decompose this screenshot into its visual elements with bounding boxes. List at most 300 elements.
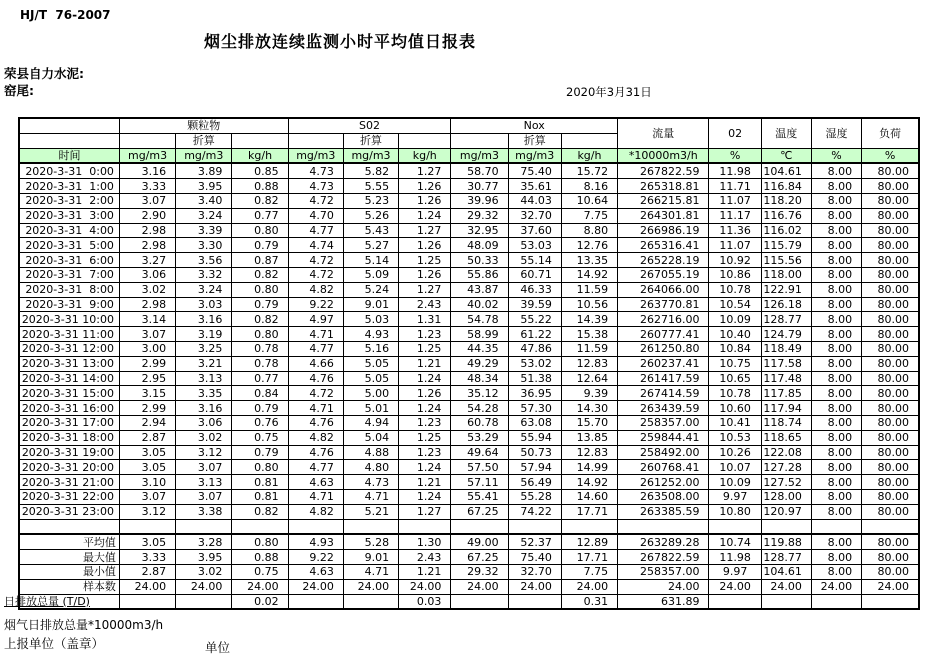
value-cell: 1.31	[399, 312, 451, 327]
time-cell: 2020-3-31 18:00	[19, 430, 119, 445]
value-cell: 80.00	[862, 564, 919, 579]
value-cell: 1.26	[399, 386, 451, 401]
table-header	[19, 118, 919, 163]
value-cell: 44.35	[451, 341, 508, 356]
summary-label-cell: 样本数	[19, 579, 119, 594]
time-cell: 2020-3-31 11:00	[19, 327, 119, 342]
blank-cell	[451, 133, 508, 148]
value-cell: 1.24	[399, 371, 451, 386]
value-cell: 0.79	[232, 297, 288, 312]
value-cell	[451, 594, 508, 609]
value-cell: 1.27	[399, 282, 451, 297]
value-cell: 5.00	[343, 386, 398, 401]
value-cell: 2.43	[399, 297, 451, 312]
value-cell: 80.00	[862, 415, 919, 430]
value-cell: 1.27	[399, 163, 451, 178]
data-row	[19, 341, 919, 356]
blank-cell	[119, 519, 175, 534]
value-cell: 10.75	[709, 356, 761, 371]
value-cell: 7.75	[561, 208, 617, 223]
blank-cell	[508, 519, 561, 534]
value-cell: 55.86	[451, 267, 508, 282]
value-cell: 263385.59	[618, 504, 709, 519]
value-cell: 258357.00	[618, 415, 709, 430]
value-cell: 3.33	[119, 179, 175, 194]
value-cell: 4.76	[288, 445, 343, 460]
value-cell: 4.71	[288, 401, 343, 416]
value-cell: 17.71	[561, 550, 617, 565]
value-cell: 3.07	[176, 460, 232, 475]
value-cell: 1.26	[399, 193, 451, 208]
value-cell: 14.60	[561, 489, 617, 504]
converted-label: 折算	[508, 133, 561, 148]
value-cell: 1.23	[399, 415, 451, 430]
value-cell: 8.00	[811, 312, 861, 327]
value-cell: 1.23	[399, 327, 451, 342]
value-cell: 266215.81	[618, 193, 709, 208]
value-cell: 4.76	[288, 371, 343, 386]
value-cell: 3.05	[119, 445, 175, 460]
value-cell: 0.31	[561, 594, 617, 609]
report-table	[4, 117, 920, 610]
value-cell: 2.99	[119, 356, 175, 371]
value-cell: 1.24	[399, 460, 451, 475]
value-cell: 1.23	[399, 445, 451, 460]
value-cell: 3.07	[119, 489, 175, 504]
value-cell: 3.05	[119, 460, 175, 475]
time-cell: 2020-3-31 13:00	[19, 356, 119, 371]
value-cell: 115.79	[761, 238, 811, 253]
time-cell: 2020-3-31 6:00	[19, 253, 119, 268]
data-row	[19, 253, 919, 268]
value-cell: 3.38	[176, 504, 232, 519]
summary-row	[19, 550, 919, 565]
time-cell: 2020-3-31 7:00	[19, 267, 119, 282]
value-cell: 14.99	[561, 460, 617, 475]
value-cell: 115.56	[761, 253, 811, 268]
value-cell: 8.00	[811, 475, 861, 490]
value-cell: 55.22	[508, 312, 561, 327]
report-date: 2020年3月31日	[566, 85, 652, 99]
time-header: 时间	[19, 148, 119, 163]
value-cell: 264066.00	[618, 282, 709, 297]
value-cell: 122.08	[761, 445, 811, 460]
value-cell: 80.00	[862, 460, 919, 475]
value-cell: 8.00	[811, 371, 861, 386]
value-cell: 0.80	[232, 282, 288, 297]
reporting-unit-seal: 上报单位（盖章）	[4, 636, 105, 651]
value-cell: 5.24	[343, 282, 398, 297]
data-row	[19, 297, 919, 312]
value-cell: 262716.00	[618, 312, 709, 327]
value-cell: 8.00	[811, 223, 861, 238]
value-cell: 4.72	[288, 386, 343, 401]
value-cell: 3.35	[176, 386, 232, 401]
value-cell: 3.07	[119, 327, 175, 342]
value-cell: 0.79	[232, 238, 288, 253]
value-cell: 8.00	[811, 341, 861, 356]
value-cell: 80.00	[862, 179, 919, 194]
blank-cell	[19, 118, 119, 133]
value-cell: 8.16	[561, 179, 617, 194]
value-cell: 5.21	[343, 504, 398, 519]
value-cell: 0.78	[232, 341, 288, 356]
time-cell: 2020-3-31 23:00	[19, 504, 119, 519]
value-cell: 12.83	[561, 445, 617, 460]
data-row	[19, 401, 919, 416]
group-nox: Nox	[451, 118, 618, 133]
value-cell: 49.00	[451, 534, 508, 549]
value-cell: 128.77	[761, 312, 811, 327]
value-cell	[508, 594, 561, 609]
time-cell: 2020-3-31 10:00	[19, 312, 119, 327]
value-cell: 3.07	[119, 193, 175, 208]
time-cell: 2020-3-31 1:00	[19, 179, 119, 194]
value-cell: 265316.41	[618, 238, 709, 253]
value-cell: 258492.00	[618, 445, 709, 460]
value-cell: 3.33	[119, 550, 175, 565]
value-cell: 0.76	[232, 415, 288, 430]
value-cell: 122.91	[761, 282, 811, 297]
value-cell: 80.00	[862, 297, 919, 312]
value-cell: 24.00	[232, 579, 288, 594]
value-cell: 4.72	[288, 267, 343, 282]
col-o2: 02	[709, 118, 761, 148]
blank-cell	[19, 519, 119, 534]
value-cell: 266986.19	[618, 223, 709, 238]
value-cell: 3.16	[176, 401, 232, 416]
value-cell: 126.18	[761, 297, 811, 312]
value-cell: 9.22	[288, 297, 343, 312]
value-cell: 8.00	[811, 415, 861, 430]
value-cell: 10.65	[709, 371, 761, 386]
converted-label: 折算	[343, 133, 398, 148]
data-row	[19, 371, 919, 386]
converted-label: 折算	[176, 133, 232, 148]
data-row	[19, 327, 919, 342]
value-cell: 10.26	[709, 445, 761, 460]
value-cell: 80.00	[862, 223, 919, 238]
value-cell: 4.71	[343, 564, 398, 579]
unit-cell: mg/m3	[451, 148, 508, 163]
value-cell: 35.61	[508, 179, 561, 194]
value-cell: 0.82	[232, 267, 288, 282]
value-cell: 48.34	[451, 371, 508, 386]
value-cell: 124.79	[761, 327, 811, 342]
page-title: 烟尘排放连续监测小时平均值日报表	[204, 32, 477, 51]
value-cell: 3.27	[119, 253, 175, 268]
unit-cell: %	[811, 148, 861, 163]
value-cell: 261252.00	[618, 475, 709, 490]
time-cell: 2020-3-31 17:00	[19, 415, 119, 430]
data-row	[19, 223, 919, 238]
data-row	[19, 282, 919, 297]
value-cell: 4.77	[288, 460, 343, 475]
value-cell: 80.00	[862, 312, 919, 327]
value-cell: 1.27	[399, 223, 451, 238]
value-cell: 46.33	[508, 282, 561, 297]
value-cell: 35.12	[451, 386, 508, 401]
value-cell: 5.04	[343, 430, 398, 445]
data-row	[19, 193, 919, 208]
value-cell: 4.77	[288, 341, 343, 356]
value-cell: 24.00	[709, 579, 761, 594]
value-cell: 4.73	[343, 475, 398, 490]
value-cell: 2.99	[119, 401, 175, 416]
unit-cell: mg/m3	[176, 148, 232, 163]
value-cell: 10.07	[709, 460, 761, 475]
value-cell: 127.28	[761, 460, 811, 475]
value-cell: 3.06	[119, 267, 175, 282]
value-cell: 10.64	[561, 193, 617, 208]
value-cell: 0.82	[232, 193, 288, 208]
value-cell: 1.24	[399, 489, 451, 504]
value-cell: 118.49	[761, 341, 811, 356]
value-cell: 261417.59	[618, 371, 709, 386]
unit-cell: mg/m3	[288, 148, 343, 163]
value-cell: 0.75	[232, 430, 288, 445]
blank-cell	[709, 519, 761, 534]
value-cell: 24.00	[508, 579, 561, 594]
value-cell: 5.09	[343, 267, 398, 282]
value-cell: 1.26	[399, 267, 451, 282]
value-cell: 3.10	[119, 475, 175, 490]
value-cell: 10.80	[709, 504, 761, 519]
value-cell: 8.00	[811, 534, 861, 549]
value-cell: 80.00	[862, 327, 919, 342]
blank-cell	[451, 519, 508, 534]
daily-total-label-cell	[4, 594, 119, 609]
value-cell: 1.21	[399, 356, 451, 371]
value-cell: 3.95	[176, 550, 232, 565]
value-cell: 0.79	[232, 445, 288, 460]
value-cell: 14.92	[561, 475, 617, 490]
value-cell: 0.87	[232, 253, 288, 268]
unit-cell: kg/h	[399, 148, 451, 163]
value-cell: 10.74	[709, 534, 761, 549]
value-cell: 1.21	[399, 475, 451, 490]
value-cell: 36.95	[508, 386, 561, 401]
value-cell: 24.00	[618, 579, 709, 594]
value-cell: 0.82	[232, 312, 288, 327]
value-cell: 2.87	[119, 430, 175, 445]
value-cell: 80.00	[862, 238, 919, 253]
value-cell: 11.07	[709, 238, 761, 253]
value-cell: 117.58	[761, 356, 811, 371]
value-cell: 2.98	[119, 223, 175, 238]
value-cell: 9.01	[343, 297, 398, 312]
value-cell: 128.77	[761, 550, 811, 565]
value-cell: 3.95	[176, 179, 232, 194]
value-cell: 80.00	[862, 430, 919, 445]
value-cell: 15.72	[561, 163, 617, 178]
value-cell: 9.97	[709, 489, 761, 504]
value-cell: 8.00	[811, 297, 861, 312]
value-cell: 10.78	[709, 386, 761, 401]
company-name: 荣县自力水泥:	[4, 66, 84, 81]
unit-cell: *10000m3/h	[618, 148, 709, 163]
value-cell: 24.00	[119, 579, 175, 594]
spacer-row	[19, 519, 919, 534]
value-cell: 258357.00	[618, 564, 709, 579]
value-cell	[709, 594, 761, 609]
value-cell: 54.78	[451, 312, 508, 327]
blank-cell	[811, 519, 861, 534]
value-cell: 3.07	[176, 489, 232, 504]
value-cell: 67.25	[451, 504, 508, 519]
value-cell: 8.00	[811, 238, 861, 253]
value-cell: 74.22	[508, 504, 561, 519]
value-cell: 2.95	[119, 371, 175, 386]
blank-cell	[288, 133, 343, 148]
value-cell: 63.08	[508, 415, 561, 430]
value-cell: 10.60	[709, 401, 761, 416]
value-cell: 2.90	[119, 208, 175, 223]
value-cell: 264301.81	[618, 208, 709, 223]
time-cell: 2020-3-31 21:00	[19, 475, 119, 490]
value-cell: 29.32	[451, 564, 508, 579]
value-cell: 3.06	[176, 415, 232, 430]
value-cell: 17.71	[561, 504, 617, 519]
unit-cell: mg/m3	[508, 148, 561, 163]
value-cell: 1.25	[399, 430, 451, 445]
unit-cell: kg/h	[561, 148, 617, 163]
value-cell: 10.78	[709, 282, 761, 297]
value-cell: 75.40	[508, 550, 561, 565]
value-cell: 54.28	[451, 401, 508, 416]
value-cell: 3.02	[176, 430, 232, 445]
value-cell: 4.72	[288, 253, 343, 268]
value-cell: 127.52	[761, 475, 811, 490]
value-cell: 4.94	[343, 415, 398, 430]
value-cell: 3.12	[176, 445, 232, 460]
value-cell: 43.87	[451, 282, 508, 297]
value-cell	[343, 594, 398, 609]
value-cell: 8.00	[811, 193, 861, 208]
value-cell: 631.89	[618, 594, 709, 609]
value-cell: 24.00	[811, 579, 861, 594]
value-cell: 11.71	[709, 179, 761, 194]
data-row	[19, 267, 919, 282]
value-cell: 8.00	[811, 356, 861, 371]
value-cell: 3.21	[176, 356, 232, 371]
value-cell: 24.00	[343, 579, 398, 594]
value-cell: 57.50	[451, 460, 508, 475]
value-cell: 61.22	[508, 327, 561, 342]
data-row	[19, 208, 919, 223]
blank-cell	[399, 133, 451, 148]
value-cell: 57.30	[508, 401, 561, 416]
value-cell: 56.49	[508, 475, 561, 490]
value-cell: 12.89	[561, 534, 617, 549]
value-cell: 53.02	[508, 356, 561, 371]
value-cell: 5.01	[343, 401, 398, 416]
value-cell: 67.25	[451, 550, 508, 565]
value-cell: 118.74	[761, 415, 811, 430]
value-cell: 49.29	[451, 356, 508, 371]
value-cell: 49.64	[451, 445, 508, 460]
value-cell	[862, 594, 919, 609]
value-cell: 80.00	[862, 253, 919, 268]
value-cell: 4.77	[288, 223, 343, 238]
value-cell: 14.92	[561, 267, 617, 282]
value-cell: 259844.41	[618, 430, 709, 445]
unit-cell: mg/m3	[343, 148, 398, 163]
value-cell: 0.80	[232, 223, 288, 238]
value-cell: 32.70	[508, 564, 561, 579]
value-cell	[176, 594, 232, 609]
value-cell: 10.09	[709, 475, 761, 490]
value-cell: 117.94	[761, 401, 811, 416]
value-cell: 5.26	[343, 208, 398, 223]
value-cell: 3.00	[119, 341, 175, 356]
value-cell: 4.88	[343, 445, 398, 460]
data-row	[19, 179, 919, 194]
value-cell: 11.59	[561, 341, 617, 356]
time-cell: 2020-3-31 12:00	[19, 341, 119, 356]
value-cell: 80.00	[862, 504, 919, 519]
value-cell: 117.85	[761, 386, 811, 401]
value-cell: 24.00	[561, 579, 617, 594]
value-cell: 0.85	[232, 163, 288, 178]
time-cell: 2020-3-31 8:00	[19, 282, 119, 297]
value-cell: 5.28	[343, 534, 398, 549]
summary-row	[19, 594, 919, 609]
value-cell: 0.78	[232, 356, 288, 371]
value-cell: 4.66	[288, 356, 343, 371]
value-cell: 8.00	[811, 267, 861, 282]
value-cell: 8.00	[811, 445, 861, 460]
summary-row	[19, 579, 919, 594]
value-cell: 3.02	[119, 282, 175, 297]
header-row-units	[19, 148, 919, 163]
value-cell: 0.81	[232, 475, 288, 490]
value-cell: 4.82	[288, 504, 343, 519]
value-cell: 10.09	[709, 312, 761, 327]
value-cell: 263439.59	[618, 401, 709, 416]
flue-gas-total-note: 烟气日排放总量*10000m3/h	[4, 618, 164, 632]
value-cell: 0.80	[232, 460, 288, 475]
table-body	[4, 163, 919, 609]
value-cell: 80.00	[862, 475, 919, 490]
value-cell: 0.88	[232, 550, 288, 565]
data-row	[19, 460, 919, 475]
value-cell: 60.78	[451, 415, 508, 430]
value-cell: 30.77	[451, 179, 508, 194]
value-cell: 267822.59	[618, 550, 709, 565]
value-cell: 80.00	[862, 550, 919, 565]
value-cell: 3.16	[176, 312, 232, 327]
value-cell: 5.16	[343, 341, 398, 356]
value-cell: 80.00	[862, 534, 919, 549]
value-cell: 57.94	[508, 460, 561, 475]
value-cell: 9.01	[343, 550, 398, 565]
value-cell: 80.00	[862, 371, 919, 386]
value-cell: 3.02	[176, 564, 232, 579]
blank-cell	[561, 133, 617, 148]
value-cell: 52.37	[508, 534, 561, 549]
blank-cell	[19, 133, 119, 148]
unit-cell: ℃	[761, 148, 811, 163]
blank-cell	[176, 519, 232, 534]
daily-total-label: 日排放总量 (T/D)	[4, 594, 90, 608]
value-cell: 0.81	[232, 489, 288, 504]
value-cell: 9.22	[288, 550, 343, 565]
value-cell: 4.71	[343, 489, 398, 504]
value-cell: 8.00	[811, 386, 861, 401]
value-cell: 0.82	[232, 504, 288, 519]
value-cell: 4.72	[288, 193, 343, 208]
